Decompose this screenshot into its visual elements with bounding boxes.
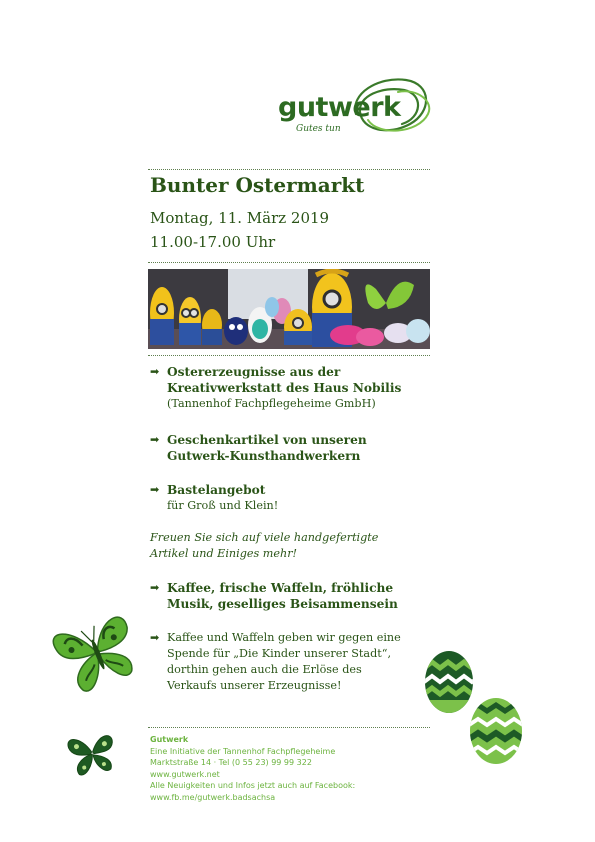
- event-date: Montag, 11. März 2019: [150, 209, 330, 227]
- item-title-line: Geschenkartikel von unseren: [167, 433, 367, 447]
- footer-website-link[interactable]: www.gutwerk.net: [150, 769, 220, 779]
- arrow-right-icon: ➡: [150, 433, 160, 446]
- item-title-line: Gutwerk-Kunsthandwerkern: [167, 449, 361, 463]
- item-subtitle: für Groß und Klein!: [167, 499, 279, 512]
- logo-wordmark: gutwerk: [278, 92, 401, 123]
- butterfly-icon: [52, 611, 140, 697]
- gutwerk-logo: [274, 74, 434, 140]
- arrow-right-icon: ➡: [150, 581, 160, 594]
- item-title-line: Ostererzeugnisse aus der: [167, 365, 341, 379]
- donation-line: Kaffee und Waffeln geben wir gegen eine: [167, 631, 401, 644]
- item-title-line: Bastelangebot: [167, 483, 266, 497]
- list-item: [150, 364, 435, 412]
- note-text: [150, 530, 435, 562]
- event-title: Bunter Ostermarkt: [150, 173, 365, 197]
- footer-line: Alle Neuigkeiten und Infos jetzt auch auf Facebook:: [150, 781, 356, 791]
- donation-line: Verkaufs unserer Erzeugnisse!: [167, 679, 342, 692]
- footer-facebook-link[interactable]: www.fb.me/gutwerk.badsachsa: [150, 792, 276, 802]
- footer-org-name: Gutwerk: [150, 735, 189, 744]
- donation-line: dorthin gehen auch die Erlöse des: [167, 663, 362, 676]
- arrow-right-icon: ➡: [150, 483, 160, 496]
- crochet-easter-figures-photo: [148, 269, 430, 349]
- divider: [148, 727, 430, 728]
- item-title-line: Kreativwerkstatt des Haus Nobilis: [167, 381, 402, 395]
- divider: [148, 169, 430, 170]
- divider: [148, 262, 430, 263]
- easter-egg-icon: [469, 695, 523, 769]
- list-item: [150, 630, 435, 694]
- item-subtitle: (Tannenhof Fachpflegeheime GmbH): [167, 397, 376, 410]
- event-time: 11.00-17.00 Uhr: [150, 233, 276, 251]
- list-item: [150, 482, 435, 514]
- arrow-right-icon: ➡: [150, 631, 160, 644]
- note-line: Freuen Sie sich auf viele handgefertigte: [150, 531, 379, 544]
- arrow-right-icon: ➡: [150, 365, 160, 378]
- list-item: [150, 432, 435, 464]
- note-line: Artikel und Einiges mehr!: [150, 547, 298, 560]
- butterfly-icon: [66, 730, 118, 782]
- footer-line: Eine Initiative der Tannenhof Fachpflegeheime: [150, 746, 336, 756]
- logo-tagline: Gutes tun: [296, 124, 341, 134]
- footer-contact: [150, 734, 440, 804]
- item-title-line: Kaffee, frische Waffeln, fröhliche: [167, 581, 394, 595]
- donation-line: Spende für „Die Kinder unserer Stadt“,: [167, 647, 391, 660]
- item-title-line: Musik, geselliges Beisammensein: [167, 597, 398, 611]
- easter-egg-icon: [424, 648, 474, 718]
- divider: [148, 355, 430, 356]
- list-item: [150, 580, 435, 612]
- footer-address: Marktstraße 14 · Tel (0 55 23) 99 99 322: [150, 758, 312, 768]
